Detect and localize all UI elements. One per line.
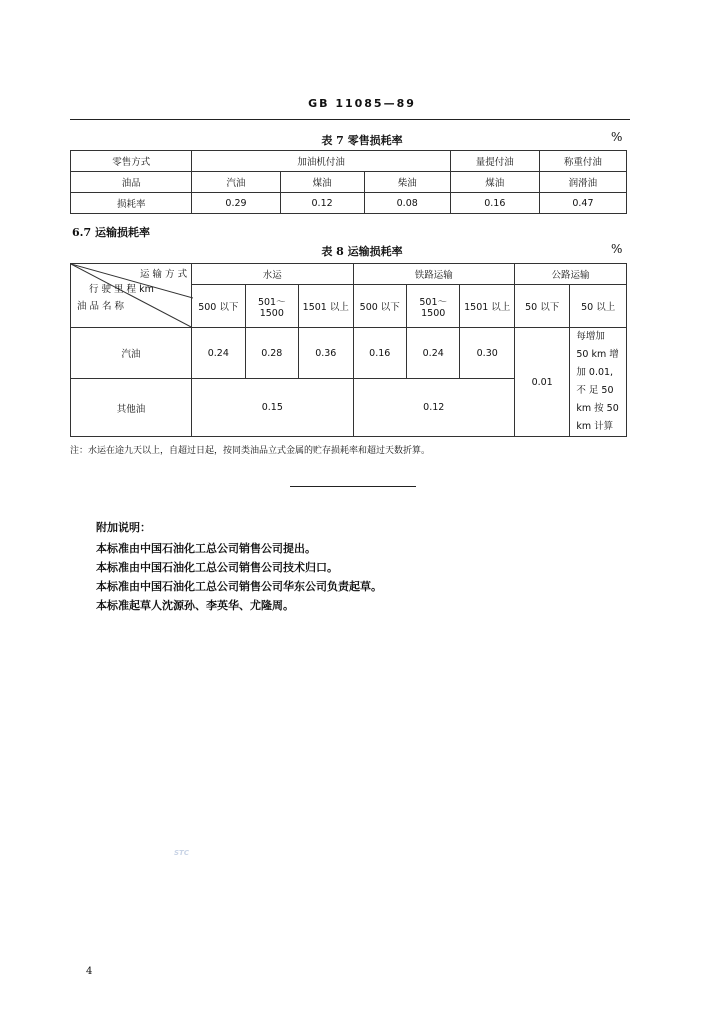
appendix-line: 本标准由中国石油化工总公司销售公司提出。 [96,542,316,555]
end-rule [290,486,416,487]
table-cell: 50 以下 [514,285,569,328]
table-row [71,172,627,193]
table7-caption: 表 7 零售损耗率 [321,134,403,147]
table-cell: 水运 [192,264,353,285]
table-cell: 1501 以上 [299,285,353,328]
table-cell: 0.47 [539,193,626,214]
road-note-line: 加 0.01, [576,367,614,378]
diag-distance-label: 行 驶 里 程 km [89,284,154,295]
table-cell: 称重付油 [539,151,626,172]
table-cell: 油品 [71,172,192,193]
page-number: 4 [86,966,93,977]
road-note-line: km 按 50 [576,403,619,414]
table-cell: 50 以上 [570,285,627,328]
road-note-line: 每增加 [576,331,605,342]
table-cell: 公路运输 [514,264,626,285]
table-cell: 501～ 1500 [245,285,299,328]
table-cell: 0.15 [192,379,353,437]
table7-unit: % [611,130,623,144]
table-row [71,151,627,172]
table8-unit: % [611,242,623,256]
appendix-line: 本标准由中国石油化工总公司销售公司华东公司负责起草。 [96,580,382,593]
road-note-line: 50 km 增 [576,349,619,360]
road-above50-cell [570,328,627,437]
table-cell: 零售方式 [71,151,192,172]
table-cell: 汽油 [192,172,280,193]
table-cell: 0.12 [280,193,364,214]
table-cell: 500 以下 [192,285,245,328]
document-code: GB 11085—89 [308,97,416,110]
table8-note: 注：水运在途九天以上，自超过日起，按同类油品立式金属的贮存损耗率和超过天数折算。 [70,446,431,456]
section-6-7-title: 6.7 运输损耗率 [72,226,150,239]
watermark-logo: STC [174,849,189,857]
header-rule [70,119,630,120]
table-row [71,264,627,285]
diag-product-label: 油 品 名 称 [77,301,125,312]
table-cell: 汽油 [71,328,192,379]
table-cell: 0.36 [299,328,353,379]
table-cell: 润滑油 [539,172,626,193]
table-cell: 0.08 [364,193,450,214]
table-cell: 0.12 [353,379,514,437]
table7 [70,150,627,214]
table-cell: 1501 以上 [460,285,514,328]
table-cell: 量提付油 [450,151,539,172]
table-cell: 0.28 [245,328,299,379]
table-row [71,193,627,214]
table-cell: 0.24 [192,328,245,379]
table-cell: 500 以下 [353,285,406,328]
table-cell: 0.29 [192,193,280,214]
road-note-line: 不 足 50 [576,385,614,396]
table-cell: 0.01 [514,328,569,437]
table-cell: 0.16 [353,328,406,379]
table-cell: 柴油 [364,172,450,193]
table-cell: 0.24 [406,328,460,379]
table-cell: 501～ 1500 [406,285,460,328]
diagonal-header-cell [71,264,192,328]
table-cell: 加油机付油 [192,151,450,172]
appendix-line: 本标准由中国石油化工总公司销售公司技术归口。 [96,561,338,574]
table-cell: 其他油 [71,379,192,437]
table-cell: 0.16 [450,193,539,214]
table-row [71,328,627,379]
diag-mode-label: 运 输 方 式 [140,269,188,280]
table-cell: 煤油 [280,172,364,193]
appendix-line: 本标准起草人沈源孙、李英华、尤隆周。 [96,599,294,612]
table-cell: 损耗率 [71,193,192,214]
table8 [70,263,627,437]
table-cell: 煤油 [450,172,539,193]
road-note-line: km 计算 [576,421,614,432]
table8-caption: 表 8 运输损耗率 [321,245,403,258]
table-cell: 铁路运输 [353,264,514,285]
table-cell: 0.30 [460,328,514,379]
appendix-title: 附加说明： [96,521,151,534]
